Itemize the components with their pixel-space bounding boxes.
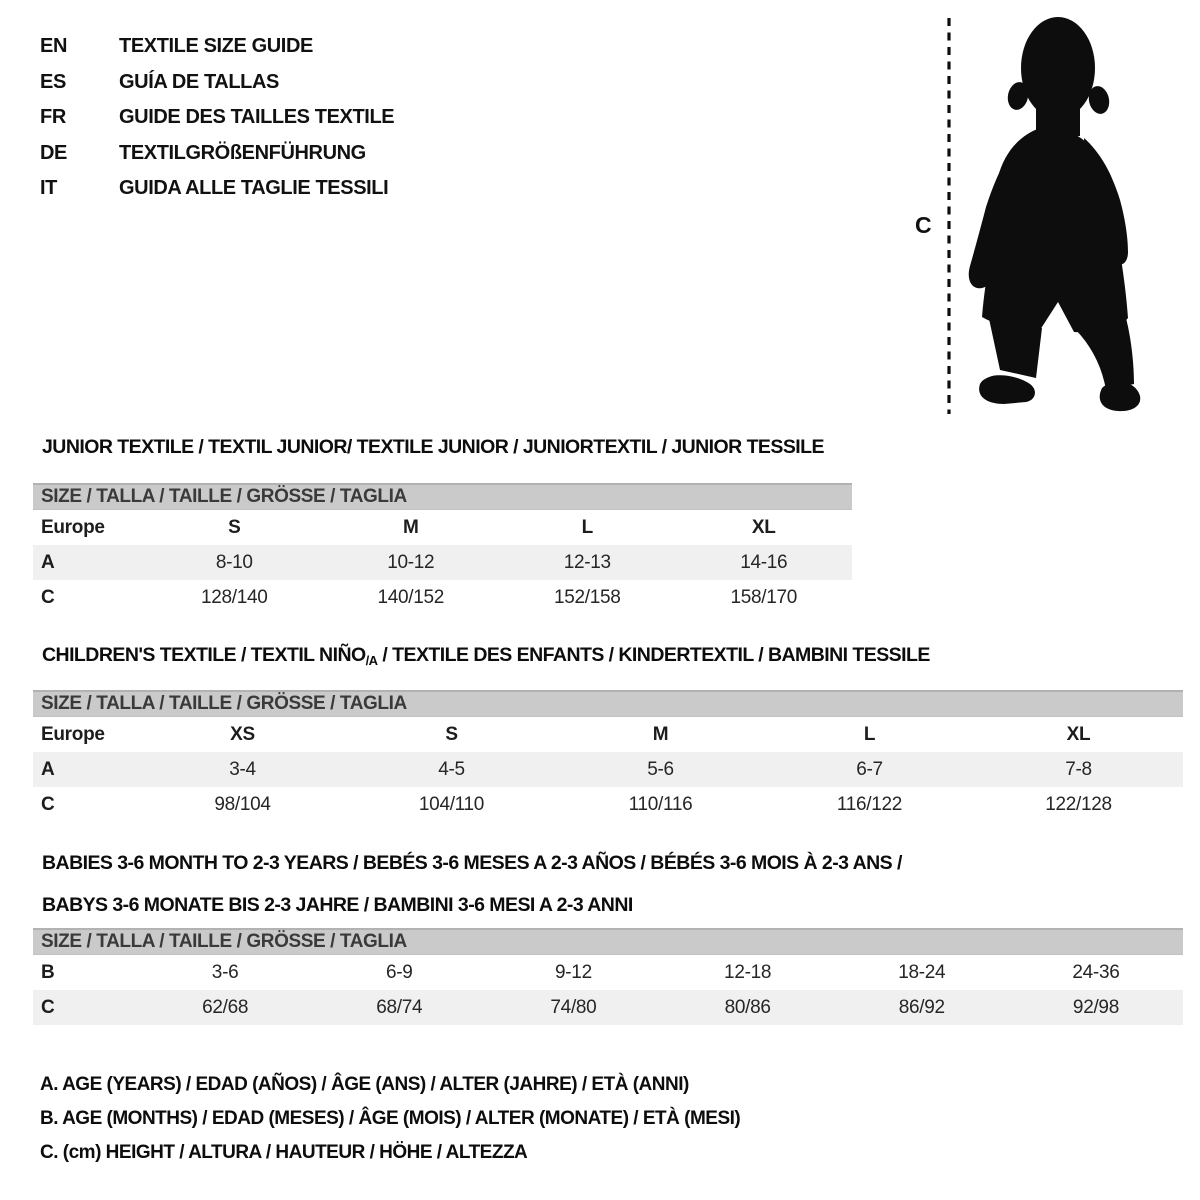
junior-table-title (42, 436, 824, 460)
cell: 74/80 (550, 996, 597, 1018)
lang-row-fr (40, 100, 394, 136)
lang-label: GUÍA DE TALLAS (119, 70, 279, 93)
lang-row-es (40, 65, 394, 101)
lang-label: TEXTILE SIZE GUIDE (119, 35, 313, 58)
table-row-a (33, 545, 852, 580)
baby-silhouette-shapes (969, 17, 1141, 411)
cell: 152/158 (553, 586, 621, 608)
row-label: C (41, 586, 55, 608)
cell: 98/104 (214, 793, 271, 815)
size-header-text: SIZE / TALLA / TAILLE / GRÖSSE / TAGLIA (41, 693, 407, 714)
row-label: A (41, 551, 55, 573)
babies-table-title (42, 845, 902, 923)
cell: 80/86 (724, 996, 771, 1018)
language-title-list (40, 29, 394, 207)
height-measure-dashed-line (944, 14, 954, 418)
row-label: Europe (41, 723, 105, 745)
lang-code: IT (40, 177, 57, 200)
cell: 86/92 (898, 996, 945, 1018)
legend-line-b: B. AGE (MONTHS) / EDAD (MESES) / ÂGE (MOIS) / ALTER (MONATE) / ETÀ (MESI) (40, 1108, 741, 1129)
lang-code: EN (40, 35, 67, 58)
row-label: Europe (41, 516, 105, 538)
cell: 104/110 (418, 793, 485, 815)
cell: 10-12 (387, 551, 435, 573)
cell: XL (751, 516, 776, 538)
cell: 122/128 (1045, 793, 1112, 815)
row-label: C (41, 793, 55, 815)
cell: 68/74 (376, 996, 423, 1018)
babies-title-line1 (42, 845, 902, 887)
children-title-subscript: /A (365, 653, 378, 668)
row-label: A (41, 758, 55, 780)
lang-row-en (40, 29, 394, 65)
cell: 8-10 (215, 551, 253, 573)
cell: 128/140 (200, 586, 268, 608)
cell: 14-16 (740, 551, 788, 573)
children-title-text: CHILDREN'S TEXTILE / TEXTIL NIÑO (42, 644, 366, 666)
cell: M (402, 516, 419, 538)
table-row-b (33, 955, 1183, 990)
cell: M (652, 723, 669, 745)
cell: 62/68 (202, 996, 249, 1018)
lang-label: GUIDE DES TAILLES TEXTILE (119, 106, 395, 129)
table-row-europe (33, 717, 1183, 752)
cell: 24-36 (1072, 961, 1120, 983)
table-row-c (33, 990, 1183, 1025)
children-size-table (33, 690, 1183, 822)
lang-row-de (40, 136, 394, 172)
lang-code: FR (40, 106, 66, 129)
size-header-bar (33, 690, 1183, 717)
cell: 5-6 (647, 758, 674, 780)
babies-size-table (33, 928, 1183, 1025)
table-row-c (33, 580, 852, 615)
junior-title-text: JUNIOR TEXTILE / TEXTIL JUNIOR/ TEXTILE JUNIOR / JUNIORTEXTIL / JUNIOR TESSILE (42, 436, 824, 458)
cell: S (228, 516, 241, 538)
size-header-bar (33, 928, 1183, 955)
cell: 3-4 (229, 758, 256, 780)
lang-row-it (40, 171, 394, 207)
cell: 6-9 (385, 961, 413, 983)
lang-code: ES (40, 70, 66, 93)
cell: L (863, 723, 876, 745)
lang-label: GUIDA ALLE TAGLIE TESSILI (119, 177, 389, 200)
table-row-europe (33, 510, 852, 545)
measurement-legend (40, 1068, 740, 1170)
cell: 9-12 (555, 961, 592, 983)
cell: 12-18 (724, 961, 772, 983)
baby-silhouette (962, 10, 1142, 422)
babies-title-line2: BABYS 3-6 MONATE BIS 2-3 JAHRE / BAMBINI 3-6 MESI A 2-3 ANNI (42, 894, 633, 916)
cell: 7-8 (1065, 758, 1092, 780)
babies-title-text: BABIES 3-6 MONTH TO 2-3 YEARS / BEBÉS 3-6 MESES A 2-3 AÑOS / BÉBÉS 3-6 MOIS À 2-3 ANS / (42, 852, 902, 874)
legend-line-a: A. AGE (YEARS) / EDAD (AÑOS) / ÂGE (ANS) / ALTER (JAHRE) / ETÀ (ANNI) (40, 1074, 689, 1095)
cell: L (581, 516, 593, 538)
cell: 18-24 (898, 961, 946, 983)
cell: 12-13 (563, 551, 611, 573)
lang-label: TEXTILGRÖßENFÜHRUNG (119, 141, 366, 164)
size-header-text: SIZE / TALLA / TAILLE / GRÖSSE / TAGLIA (41, 931, 407, 952)
cell: S (445, 723, 458, 745)
height-measure-label: C (915, 212, 932, 238)
cell: 3-6 (211, 961, 239, 983)
table-row-c (33, 787, 1183, 822)
row-label: B (41, 961, 55, 983)
junior-size-table (33, 483, 852, 615)
cell: 140/152 (377, 586, 445, 608)
size-header-bar (33, 483, 852, 510)
legend-line-c: C. (cm) HEIGHT / ALTURA / HAUTEUR / HÖHE / ALTEZZA (40, 1142, 528, 1163)
children-title-rest: / TEXTILE DES ENFANTS / KINDERTEXTIL / BAMBINI TESSILE (377, 644, 930, 666)
cell: 6-7 (856, 758, 883, 780)
cell: XS (230, 723, 255, 745)
cell: 116/122 (836, 793, 903, 815)
size-header-text: SIZE / TALLA / TAILLE / GRÖSSE / TAGLIA (41, 486, 407, 507)
table-row-a (33, 752, 1183, 787)
cell: 110/116 (628, 793, 693, 815)
cell: XL (1066, 723, 1091, 745)
cell: 4-5 (438, 758, 465, 780)
lang-code: DE (40, 141, 67, 164)
cell: 92/98 (1072, 996, 1119, 1018)
cell: 158/170 (730, 586, 798, 608)
children-table-title (42, 644, 930, 668)
row-label: C (41, 996, 55, 1018)
